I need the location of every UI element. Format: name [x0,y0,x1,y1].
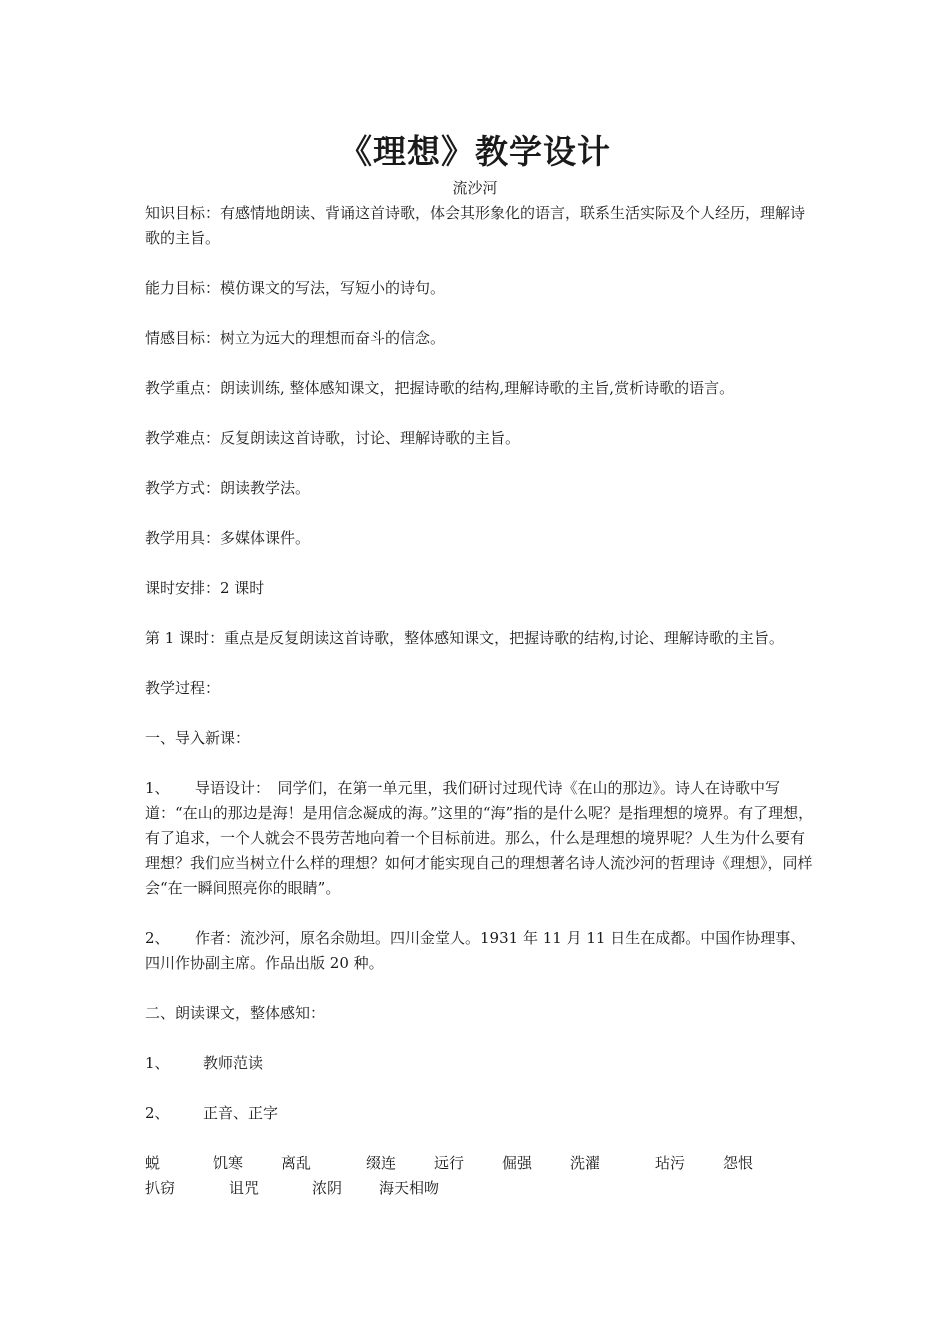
paragraph-teaching-tools: 教学用具：多媒体课件。 [145,529,311,547]
vocabulary-word: 洗濯 [570,1154,601,1172]
section-heading-reading: 二、朗读课文，整体感知： [145,1004,326,1022]
list-number: 2、 [145,1104,170,1122]
vocabulary-word: 蜕 [145,1154,161,1172]
paragraph-knowledge-goal: 知识目标：有感情地朗读、背诵这首诗歌，体会其形象化的语言，联系生活实际及个人经历，理解诗歌的主旨。 [145,204,806,247]
paragraph-teaching-difficulty: 教学难点：反复朗读这首诗歌，讨论、理解诗歌的主旨。 [145,429,521,447]
list-number: 1、 [145,1054,170,1072]
list-item-text: 导语设计： 同学们，在第一单元里，我们研讨过现代诗《在山的那边》。诗人在诗歌中写道：“在山的那边是海！是用信念凝成的海。”这里的“海”指的是什么呢？是指理想的境界。有了理想，有了追求，一个人就会不畏劳苦地向着一个目标前进。那么，什么是理想的境界呢？人生为什么要有理想？我们应当树立什么样的理想？如何才能实现自己的理想著名诗人流沙河的哲理诗《理想》，同样会“在一瞬间照亮你的眼睛”。 [145,779,814,897]
list-item-pronunciation [145,1101,815,1126]
vocabulary-word: 浓阴 [312,1179,343,1197]
vocabulary-word: 离乱 [281,1154,312,1172]
paragraph-teaching-focus: 教学重点：朗读训练, 整体感知课文，把握诗歌的结构,理解诗歌的主旨,赏析诗歌的语言。 [145,379,735,397]
paragraph-class-schedule: 课时安排：2 课时 [145,579,265,597]
list-number: 2、 [145,929,170,947]
list-item-text: 作者：流沙河，原名余勋坦。四川金堂人。1931 年 11 月 11 日生在成都。中国作协理事、四川作协副主席。作品出版 20 种。 [145,929,806,972]
vocabulary-word: 远行 [434,1154,465,1172]
vocabulary-row [145,1176,815,1201]
author-name: 流沙河 [452,179,498,197]
document-body [145,201,815,1201]
list-item-text: 教师范读 [203,1054,264,1072]
paragraph-teaching-method: 教学方式：朗读教学法。 [145,479,311,497]
list-item-text: 正音、正字 [203,1104,279,1122]
list-number: 1、 [145,779,170,797]
vocabulary-word: 怨恨 [723,1154,754,1172]
list-item-author [145,926,815,976]
list-item-teacher-reading [145,1051,815,1076]
vocabulary-row [145,1151,815,1176]
paragraph-lesson-1: 第 1 课时：重点是反复朗读这首诗歌，整体感知课文，把握诗歌的结构,讨论、理解诗歌的主旨。 [145,629,784,647]
vocabulary-word: 海天相吻 [379,1179,440,1197]
list-item-intro-design [145,776,815,901]
paragraph-ability-goal: 能力目标：模仿课文的写法，写短小的诗句。 [145,279,446,297]
vocabulary-word: 缀连 [366,1154,397,1172]
vocabulary-word: 饥寒 [213,1154,244,1172]
vocabulary-list [145,1151,815,1201]
vocabulary-word: 扒窃 [145,1179,176,1197]
vocabulary-word: 倔强 [502,1154,533,1172]
paragraph-emotion-goal: 情感目标：树立为远大的理想而奋斗的信念。 [145,329,446,347]
document-title: 《理想》教学设计 [339,132,611,171]
vocabulary-word: 玷污 [655,1154,686,1172]
paragraph-teaching-process: 教学过程： [145,679,221,697]
section-heading-intro: 一、导入新课： [145,729,251,747]
vocabulary-word: 诅咒 [229,1179,260,1197]
